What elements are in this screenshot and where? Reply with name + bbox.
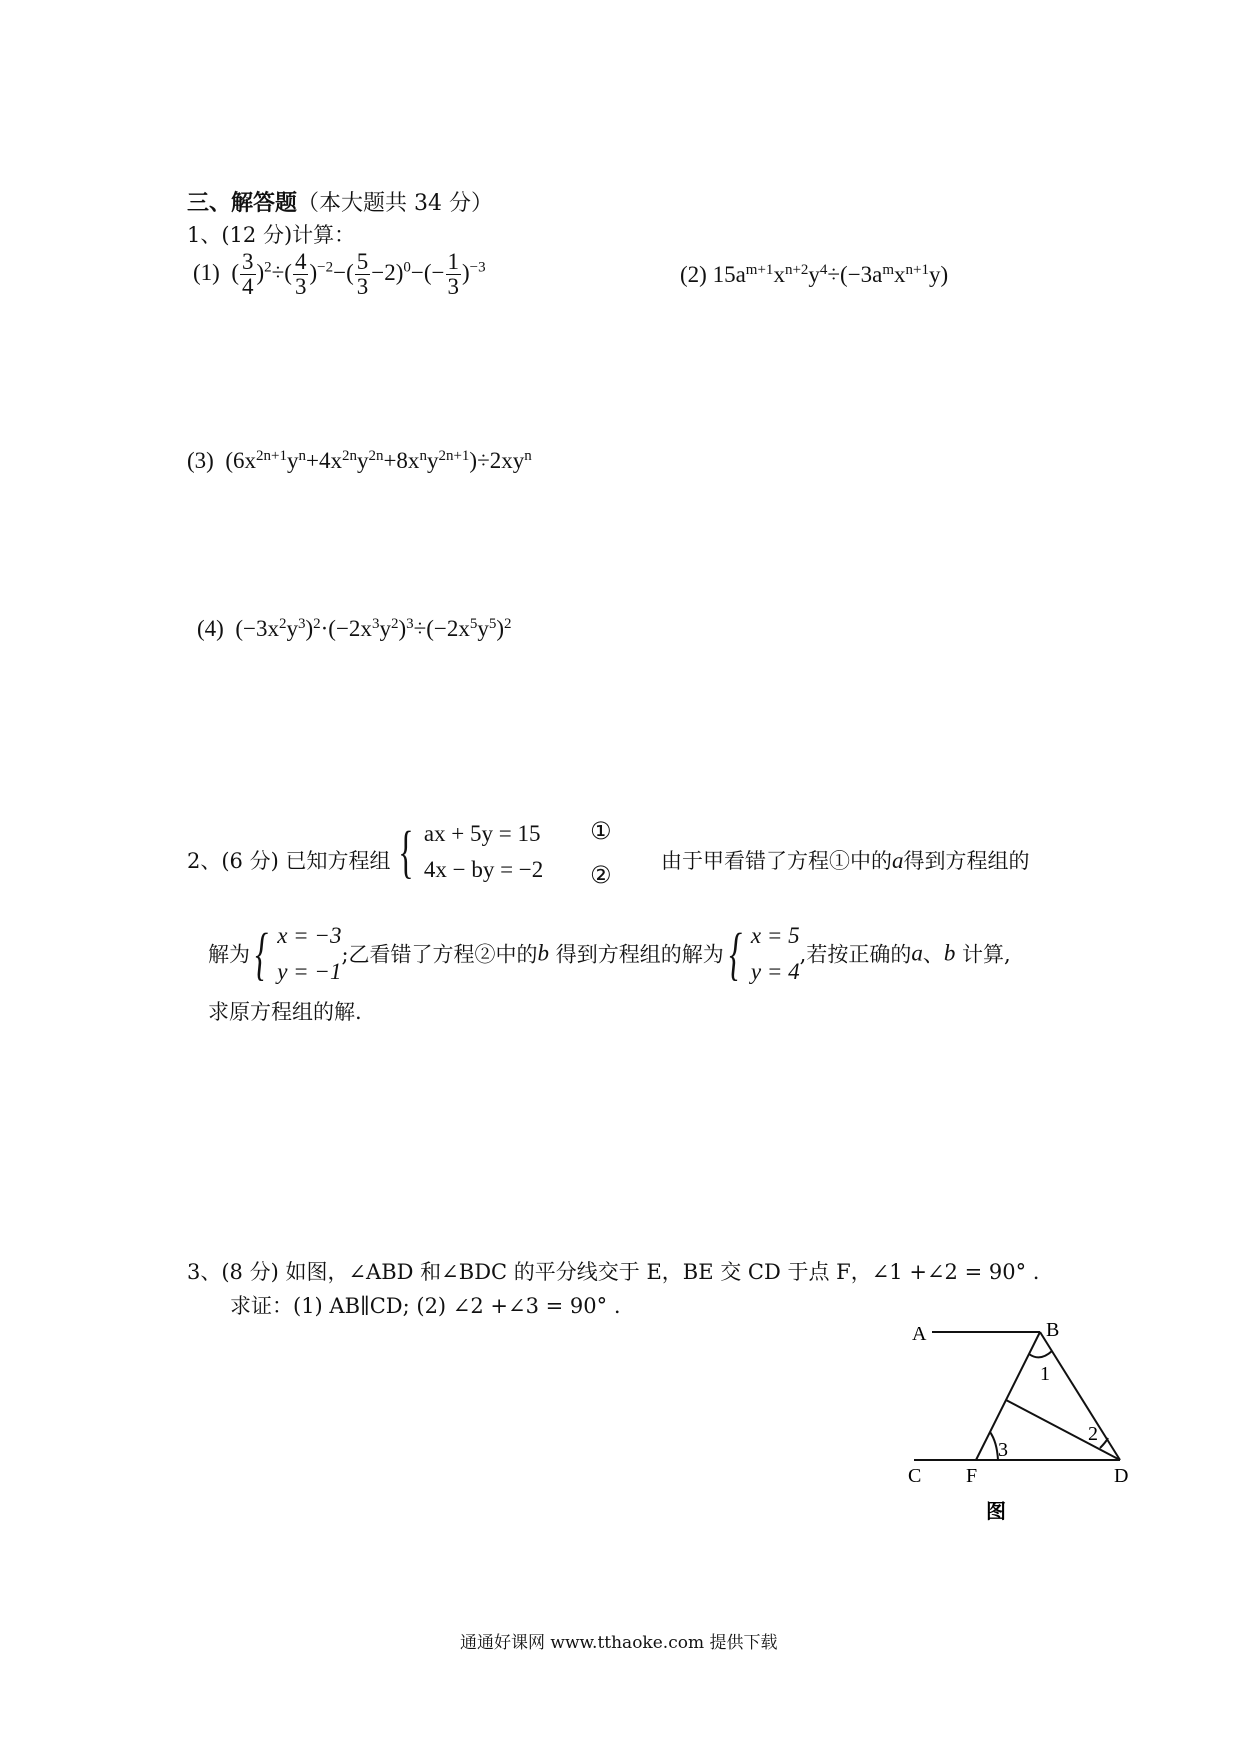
q1-part3: (3) $(6x^{2n+1}y^n+4x^{2n}y^{2n}+8x^ny^{2n+1})\div 2xy^n$ bbox=[187, 447, 532, 473]
equation-1: ax + 5y = 15 bbox=[423, 821, 541, 846]
solution2-y: y = 4 bbox=[750, 958, 800, 984]
label-f: F bbox=[966, 1465, 978, 1487]
section-title: 三、解答题 bbox=[187, 190, 298, 216]
q1-part4: (4) $(-3x^2y^3)^2\cdot(-2x^3y^2)^3\div(-2x^5y^5)^2$ bbox=[197, 615, 512, 641]
label-b: B bbox=[1046, 1320, 1060, 1341]
q1-part1: (1) ( $\frac{3}{4}$ )$^2$÷( $\frac{4}{3}$ )$^{-2}$−( $\frac{5}{3}$ −2)$^0$−(− $\frac{1}{3}$ )$^{-3}$ bbox=[193, 249, 486, 300]
brace-icon: { bbox=[398, 818, 414, 884]
q2-equation-system bbox=[392, 816, 543, 887]
equation-mark-2: ② bbox=[590, 861, 612, 889]
line-de bbox=[1006, 1400, 1120, 1460]
q2-text-line1: 由于甲看错了方程①中的a得到方程组的 bbox=[661, 848, 1030, 873]
solution1-y: y = −1 bbox=[277, 958, 342, 984]
label-a: A bbox=[912, 1323, 927, 1345]
q2-label: 2、(6 分) 已知方程组 bbox=[187, 849, 391, 873]
label-c: C bbox=[908, 1465, 922, 1487]
q1-label: 1、(12 分)计算： bbox=[187, 223, 356, 247]
q2-solution-line: 解为 { x = −3 y = −1 ;乙看错了方程②中的b 得到方程组的解为 { x = 5 y = 4 ,若按正确的a、b 计算, bbox=[208, 918, 1011, 989]
part-number: (3) bbox=[187, 448, 214, 473]
figure-caption: 图 bbox=[986, 1499, 1006, 1523]
q2-text-line3: 求原方程组的解. bbox=[208, 1000, 362, 1024]
label-d: D bbox=[1114, 1465, 1129, 1487]
solution1-x: x = −3 bbox=[277, 923, 342, 948]
part-number: (4) bbox=[197, 616, 224, 641]
brace-icon: { bbox=[728, 920, 742, 986]
page-footer: 通通好课网 www.tthaoke.com 提供下载 bbox=[460, 1633, 778, 1653]
section-heading bbox=[187, 186, 493, 217]
equation-2: 4x − by = −2 bbox=[423, 856, 544, 882]
angle-3-arc bbox=[990, 1432, 998, 1460]
q1-part2: (2) $15a^{m+1}x^{n+2}y^4\div(-3a^mx^{n+1}y)$ bbox=[680, 261, 949, 287]
part-number: (2) bbox=[680, 262, 707, 287]
section-note: （本大题共 34 分） bbox=[297, 191, 493, 216]
angle-label-2: 2 bbox=[1088, 1423, 1098, 1445]
line-bf bbox=[976, 1332, 1040, 1460]
q3-line1: 3、(8 分) 如图，∠ABD 和∠BDC 的平分线交于 E，BE 交 CD 于点 F，∠1 +∠2 = 90° . bbox=[187, 1260, 1040, 1284]
angle-label-1: 1 bbox=[1040, 1363, 1050, 1385]
geometry-figure bbox=[900, 1320, 1150, 1540]
part-number: (1) bbox=[193, 259, 220, 285]
solution2-x: x = 5 bbox=[750, 923, 800, 948]
angle-1-arc bbox=[1029, 1351, 1052, 1357]
equation-mark-1: ① bbox=[590, 817, 612, 845]
angle-2-arc bbox=[1100, 1438, 1108, 1448]
brace-icon: { bbox=[255, 920, 268, 986]
angle-label-3: 3 bbox=[998, 1439, 1008, 1461]
q3-line2: 求证：(1) AB∥CD; (2) ∠2 +∠3 = 90° . bbox=[230, 1294, 621, 1318]
